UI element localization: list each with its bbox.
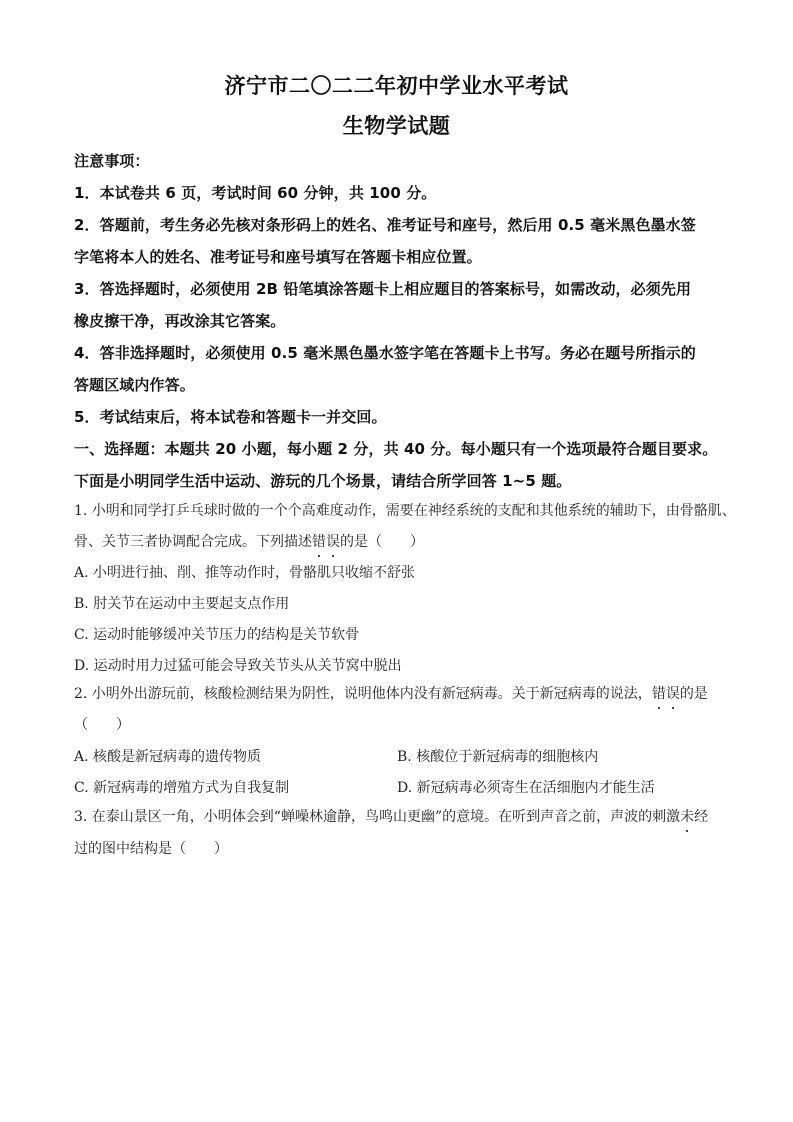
q2-option-d: D. 新冠病毒必须寄生在活细胞内才能生活	[397, 780, 655, 796]
exam-subtitle: 生物学试题	[342, 114, 451, 138]
notice-item-5: 5．考试结束后，将本试卷和答题卡一并交回。	[74, 408, 387, 426]
notice-item-3: 3．答选择题时，必须使用 2B 铅笔填涂答题卡上相应题目的答案标号，如需改动，必须先用	[74, 280, 692, 298]
emphasis-char: 错	[652, 683, 666, 703]
q1-option-a: A. 小明进行抽、削、推等动作时，骨骼肌只收缩不舒张	[74, 565, 416, 581]
q2-option-b: B. 核酸位于新冠病毒的细胞核内	[397, 749, 599, 765]
q3-stem-pre: 3. 在泰山景区一角，小明体会到“蝉噪林逾静，鸟鸣山更幽”的意境。在听到声音之前，声波的刺激	[74, 809, 681, 825]
emphasis-char: 未	[680, 806, 694, 826]
notice-item-2-cont: 字笔将本人的姓名、准考证号和座号填写在答题卡相应位置。	[74, 248, 482, 266]
q2-stem-line1	[74, 683, 708, 703]
q1-stem-post: 的是（ ）	[340, 534, 424, 550]
q3-stem-line1	[74, 806, 708, 826]
q1-stem-line1: 1. 小明和同学打乒乓球时做的一个个高难度动作，需要在神经系统的支配和其他系统的辅助下，由骨骼肌、	[74, 503, 736, 519]
q1-option-c: C. 运动时能够缓冲关节压力的结构是关节软骨	[74, 627, 360, 643]
q1-option-d: D. 运动时用力过猛可能会导致关节头从关节窝中脱出	[74, 658, 402, 674]
notice-item-2: 2．答题前，考生务必先核对条形码上的姓名、准考证号和座号，然后用 0.5 毫米黑色墨水签	[74, 216, 696, 234]
notice-item-3-cont: 橡皮擦干净，再改涂其它答案。	[74, 312, 286, 330]
notice-item-1: 1．本试卷共 6 页，考试时间 60 分钟，共 100 分。	[74, 184, 437, 202]
emphasis-char: 误	[666, 683, 680, 703]
notice-item-4: 4．答非选择题时，必须使用 0.5 毫米黑色墨水签字笔在答题卡上书写。务必在题号所指示的	[74, 344, 696, 362]
emphasis-char: 误	[326, 531, 340, 551]
section-heading: 一、选择题：本题共 20 小题，每小题 2 分，共 40 分。每小题只有一个选项最符合题目要求。	[74, 440, 718, 458]
q3-stem-post: 经	[694, 809, 709, 825]
q2-stem-post: 的是	[679, 686, 708, 702]
q1-option-b: B. 肘关节在运动中主要起支点作用	[74, 596, 290, 612]
notice-heading: 注意事项：	[74, 152, 150, 170]
q1-stem-pre: 骨、关节三者协调配合完成。下列描述	[74, 534, 312, 550]
section-intro: 下面是小明同学生活中运动、游玩的几个场景，请结合所学回答 1~5 题。	[74, 472, 572, 490]
exam-title: 济宁市二〇二二年初中学业水平考试	[224, 74, 569, 98]
notice-item-4-cont: 答题区域内作答。	[74, 376, 195, 394]
emphasis-char: 错	[312, 531, 326, 551]
q2-stem-pre: 2. 小明外出游玩前，核酸检测结果为阴性，说明他体内没有新冠病毒。关于新冠病毒的说法，	[74, 686, 652, 702]
q2-option-c: C. 新冠病毒的增殖方式为自我复制	[74, 780, 290, 796]
q3-stem-line2: 过的图中结构是（ ）	[74, 841, 228, 857]
q2-option-a: A. 核酸是新冠病毒的遗传物质	[74, 749, 262, 765]
q1-stem-line2	[74, 531, 424, 551]
q2-stem-line2: （ ）	[74, 717, 130, 733]
